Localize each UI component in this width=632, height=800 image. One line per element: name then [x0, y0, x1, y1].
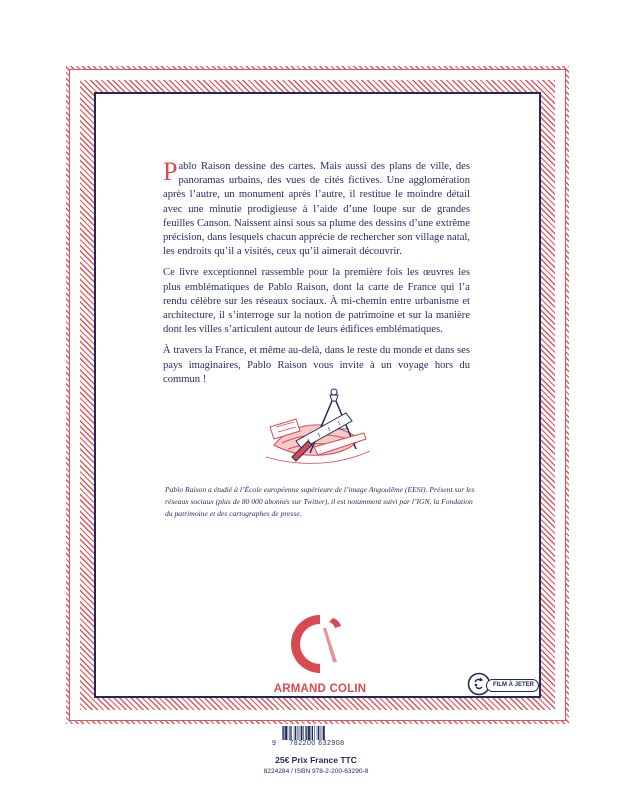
barcode-bar — [282, 726, 283, 740]
back-cover-blurb — [163, 157, 470, 394]
barcode-bar — [308, 726, 310, 740]
barcode-bar — [301, 726, 303, 740]
barcode-bar — [288, 726, 289, 740]
barcode — [272, 724, 356, 750]
publisher-logo — [270, 610, 370, 695]
barcode-bar — [317, 726, 318, 740]
barcode-bar — [294, 726, 295, 740]
price: 25€ Prix France TTC — [275, 755, 357, 765]
barcode-bar — [291, 726, 292, 740]
barcode-bar — [314, 726, 315, 740]
blurb-paragraph-1-text: ablo Raison dessine des cartes. Mais aussi des plans de ville, des panoramas urbains, des vues de cités fictives. Une agglomération après l’autre, un monument après l’autre, il restitue le moindre détail avec une minutie prodigieuse à l’aide d’une loupe sur de grandes feuilles Canson. Naissent ainsi sous sa plume des dessins d’une extrême précision, dans lesquels chacun apprécie de rechercher son village natal, les endroits qu’il a visités, ceux qu’il aimerait découvrir. — [163, 161, 470, 258]
barcode-bar — [295, 726, 296, 740]
barcode-bar — [311, 726, 312, 740]
publisher-name: ARMAND COLIN — [273, 683, 367, 695]
barcode-bar — [323, 726, 325, 740]
barcode-bar — [320, 726, 321, 740]
blurb-paragraph-2: Ce livre exceptionnel rassemble pour la première fois les œuvres les plus emblématiques de Pablo Raison, dont la carte de France qui l’a rendu célèbre sur les réseaux sociaux. À mi-chemin entre urbanisme et architecture, il s’interroge sur la notion de patrimoine et sur la manière dont les villes s’articulent autour de leurs édifices emblématiques. — [163, 267, 470, 336]
barcode-bar — [289, 726, 290, 740]
film-a-jeter-badge — [467, 672, 537, 698]
barcode-bar — [322, 726, 323, 740]
barcode-bar — [305, 726, 306, 740]
film-a-jeter-label: FILM À JETER — [486, 679, 539, 692]
barcode-bar — [312, 726, 313, 740]
barcode-bar — [318, 726, 319, 740]
barcode-bar — [306, 726, 307, 740]
barcode-bar — [299, 726, 300, 740]
barcode-bars — [282, 726, 352, 740]
armand-colin-monogram-icon — [287, 610, 353, 680]
author-bio: Pablo Raison a étudié à l’École européenne supérieure de l’image Angoulême (EESI). Présent sur les réseaux sociaux (plus de 80 000 abonnés sur Twitter), il est notamment suivi par l’IGN, la Fondation du patrimoine et des cartographes de presse. — [165, 485, 475, 518]
blurb-paragraph-3: À travers la France, et même au-delà, dans le reste du monde et dans ses pays imaginaires, Pablo Raison vous invite à un voyage hors du commun ! — [163, 345, 470, 385]
barcode-bar — [285, 726, 287, 740]
isbn-line: 8224284 / ISBN 978-2-200-63290-8 — [263, 768, 369, 775]
blurb-paragraph-1 — [163, 157, 470, 259]
barcode-bar — [303, 726, 304, 740]
barcode-digits: 782200 632908 — [289, 740, 345, 747]
barcode-bar — [298, 726, 299, 740]
drop-cap: P — [163, 157, 178, 186]
drafting-tools-illustration — [252, 383, 382, 473]
barcode-lead-digit: 9 — [272, 740, 276, 747]
barcode-bar — [283, 726, 284, 740]
